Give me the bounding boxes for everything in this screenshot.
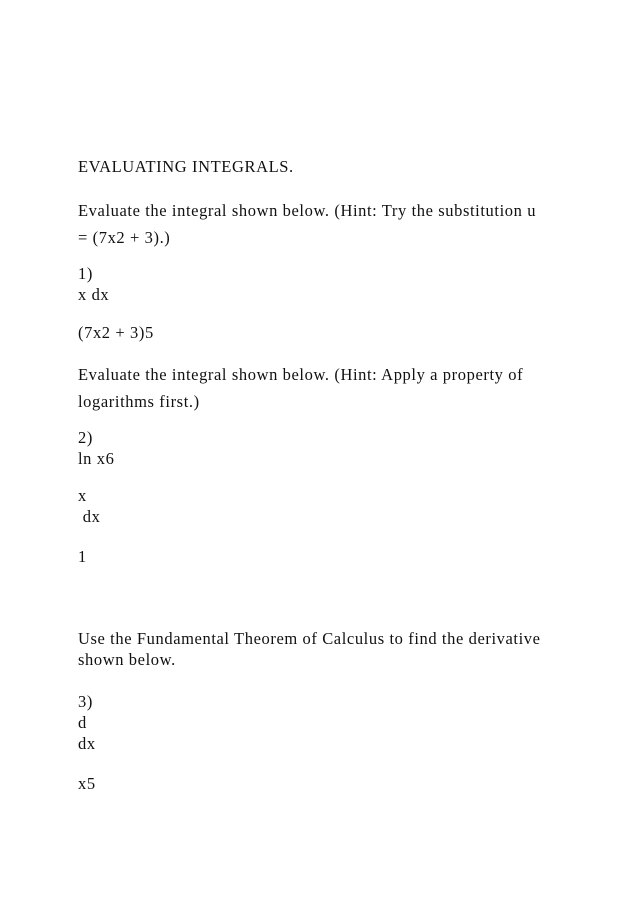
question-2-expression-line-1: ln x6: [78, 449, 115, 468]
question-3-number: 3): [78, 692, 93, 711]
question-1-number: 1): [78, 264, 93, 283]
question-3-expression-line-3: x5: [78, 774, 96, 793]
document-heading: EVALUATING INTEGRALS.: [78, 157, 294, 176]
question-1-numerator: x dx: [78, 285, 110, 304]
question-1-denominator: (7x2 + 3)5: [78, 323, 154, 342]
question-1-instruction-line-1: Evaluate the integral shown below. (Hint: Try the substitution u: [78, 201, 537, 220]
question-2-number: 2): [78, 428, 93, 447]
question-2-expression-line-3: dx: [78, 507, 101, 526]
question-3-expression-line-1: d: [78, 713, 87, 732]
question-2-instruction-line-1: Evaluate the integral shown below. (Hint: Apply a property of: [78, 365, 524, 384]
question-3-instruction-line-2: shown below.: [78, 650, 176, 669]
question-1-instruction-line-2: = (7x2 + 3).): [78, 228, 171, 247]
question-2-expression-line-2: x: [78, 486, 87, 505]
question-2-expression-line-4: 1: [78, 547, 87, 566]
question-3-instruction-line-1: Use the Fundamental Theorem of Calculus to find the derivative: [78, 629, 541, 648]
question-2-instruction-line-2: logarithms first.): [78, 392, 200, 411]
question-3-expression-line-2: dx: [78, 734, 96, 753]
